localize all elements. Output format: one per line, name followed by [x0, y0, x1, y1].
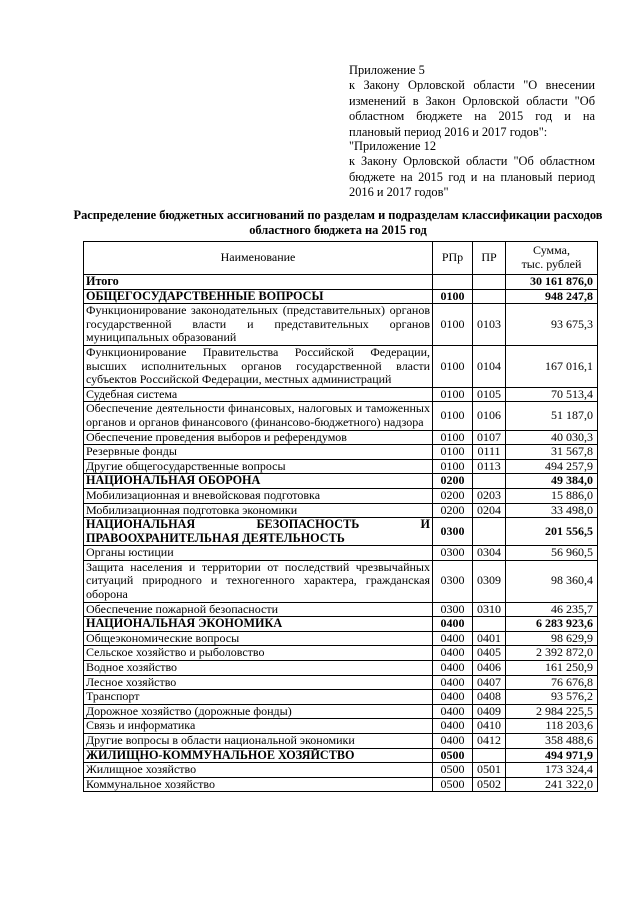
header-amount	[506, 242, 598, 275]
appendix-5-title: Приложение 5	[349, 63, 425, 77]
row-pr: 0103	[473, 304, 506, 346]
row-pr	[473, 289, 506, 304]
row-amount: 30 161 876,0	[506, 275, 598, 290]
row-rpr: 0400	[433, 704, 473, 719]
row-pr: 0401	[473, 631, 506, 646]
table-row	[84, 763, 598, 778]
row-pr: 0408	[473, 690, 506, 705]
table-row	[84, 402, 598, 430]
row-pr: 0310	[473, 602, 506, 617]
row-rpr: 0400	[433, 631, 473, 646]
table-body	[84, 275, 598, 792]
row-pr	[473, 617, 506, 632]
row-name: Обеспечение пожарной безопасности	[84, 602, 433, 617]
row-rpr: 0100	[433, 304, 473, 346]
row-rpr: 0300	[433, 560, 473, 602]
row-rpr: 0300	[433, 602, 473, 617]
row-pr: 0203	[473, 488, 506, 503]
row-pr: 0309	[473, 560, 506, 602]
row-amount: 2 984 225,5	[506, 704, 598, 719]
row-name: НАЦИОНАЛЬНАЯ БЕЗОПАСНОСТЬ И ПРАВООХРАНИТЕЛЬНАЯ ДЕЯТЕЛЬНОСТЬ	[84, 518, 433, 546]
row-amount: 494 257,9	[506, 459, 598, 474]
row-rpr: 0400	[433, 661, 473, 676]
row-name: Итого	[84, 275, 433, 290]
table-row	[84, 289, 598, 304]
row-rpr: 0500	[433, 763, 473, 778]
row-pr: 0105	[473, 387, 506, 402]
row-amount: 173 324,4	[506, 763, 598, 778]
table-row	[84, 690, 598, 705]
row-amount: 494 971,9	[506, 748, 598, 763]
table-row	[84, 734, 598, 749]
row-rpr: 0400	[433, 719, 473, 734]
row-rpr: 0100	[433, 387, 473, 402]
row-name: Функционирование законодательных (представительных) органов государственной власти и представительных органов муниципальных образований	[84, 304, 433, 346]
row-pr	[473, 275, 506, 290]
document-title: Распределение бюджетных ассигнований по разделам и подразделам классификации расходов областного бюджета на 2015 год	[73, 208, 603, 237]
table-row	[84, 602, 598, 617]
row-name: Дорожное хозяйство (дорожные фонды)	[84, 704, 433, 719]
row-name: Сельское хозяйство и рыболовство	[84, 646, 433, 661]
header-amount-line1: Сумма,	[533, 243, 570, 258]
appendix-5-block	[349, 63, 595, 140]
row-rpr: 0400	[433, 690, 473, 705]
row-amount: 49 384,0	[506, 474, 598, 489]
row-pr: 0407	[473, 675, 506, 690]
row-amount: 33 498,0	[506, 503, 598, 518]
row-pr: 0409	[473, 704, 506, 719]
row-name: Водное хозяйство	[84, 661, 433, 676]
row-amount: 201 556,5	[506, 518, 598, 546]
row-rpr: 0200	[433, 474, 473, 489]
table-row	[84, 503, 598, 518]
row-amount: 93 675,3	[506, 304, 598, 346]
row-rpr: 0300	[433, 546, 473, 561]
row-name: Обеспечение проведения выборов и референдумов	[84, 430, 433, 445]
row-pr: 0405	[473, 646, 506, 661]
row-name: Жилищное хозяйство	[84, 763, 433, 778]
row-amount: 76 676,8	[506, 675, 598, 690]
table-row	[84, 488, 598, 503]
table-row	[84, 631, 598, 646]
row-rpr: 0200	[433, 488, 473, 503]
row-name: Органы юстиции	[84, 546, 433, 561]
table-row	[84, 748, 598, 763]
table-row	[84, 646, 598, 661]
row-name: Связь и информатика	[84, 719, 433, 734]
row-pr: 0113	[473, 459, 506, 474]
table-row	[84, 617, 598, 632]
budget-table	[83, 241, 598, 792]
row-name: Другие вопросы в области национальной экономики	[84, 734, 433, 749]
row-rpr: 0400	[433, 734, 473, 749]
row-pr: 0501	[473, 763, 506, 778]
row-name: Резервные фонды	[84, 445, 433, 460]
row-pr: 0412	[473, 734, 506, 749]
row-pr: 0107	[473, 430, 506, 445]
row-name: Другие общегосударственные вопросы	[84, 459, 433, 474]
table-row	[84, 345, 598, 387]
row-pr: 0406	[473, 661, 506, 676]
row-pr	[473, 474, 506, 489]
table-row	[84, 474, 598, 489]
table-row	[84, 275, 598, 290]
row-name: Лесное хозяйство	[84, 675, 433, 690]
table-row	[84, 719, 598, 734]
row-amount: 6 283 923,6	[506, 617, 598, 632]
row-name: Функционирование Правительства Российской Федерации, высших исполнительных органов государственной власти субъектов Российской Федерации, местных администраций	[84, 345, 433, 387]
row-rpr: 0400	[433, 617, 473, 632]
header-rpr: РПр	[433, 242, 473, 275]
row-name: Общеэкономические вопросы	[84, 631, 433, 646]
row-rpr: 0400	[433, 675, 473, 690]
appendix-12-title: "Приложение 12	[349, 139, 437, 153]
row-rpr: 0300	[433, 518, 473, 546]
row-name: ОБЩЕГОСУДАРСТВЕННЫЕ ВОПРОСЫ	[84, 289, 433, 304]
row-pr: 0111	[473, 445, 506, 460]
row-name: Мобилизационная и вневойсковая подготовка	[84, 488, 433, 503]
table-header-row	[84, 242, 598, 275]
row-amount: 40 030,3	[506, 430, 598, 445]
row-pr: 0204	[473, 503, 506, 518]
row-rpr	[433, 275, 473, 290]
row-amount: 98 629,9	[506, 631, 598, 646]
appendix-12-block	[349, 139, 595, 201]
row-pr	[473, 748, 506, 763]
row-rpr: 0100	[433, 289, 473, 304]
row-rpr: 0200	[433, 503, 473, 518]
row-rpr: 0100	[433, 445, 473, 460]
row-amount: 56 960,5	[506, 546, 598, 561]
row-amount: 51 187,0	[506, 402, 598, 430]
table-row	[84, 661, 598, 676]
row-pr: 0410	[473, 719, 506, 734]
row-amount: 98 360,4	[506, 560, 598, 602]
row-amount: 161 250,9	[506, 661, 598, 676]
row-amount: 93 576,2	[506, 690, 598, 705]
row-amount: 31 567,8	[506, 445, 598, 460]
row-pr	[473, 518, 506, 546]
row-name: Транспорт	[84, 690, 433, 705]
appendix-12-text: к Закону Орловской области "Об областном бюджете на 2015 год и на плановый период 2016 и 2017 годов"	[349, 154, 595, 200]
table-row	[84, 675, 598, 690]
table-row	[84, 560, 598, 602]
table-row	[84, 777, 598, 792]
row-name: Судебная система	[84, 387, 433, 402]
row-amount: 241 322,0	[506, 777, 598, 792]
table-row	[84, 518, 598, 546]
row-amount: 2 392 872,0	[506, 646, 598, 661]
row-rpr: 0100	[433, 459, 473, 474]
row-pr: 0104	[473, 345, 506, 387]
header-amount-line2: тыс. рублей	[521, 257, 582, 271]
row-amount: 167 016,1	[506, 345, 598, 387]
row-amount: 46 235,7	[506, 602, 598, 617]
row-rpr: 0100	[433, 402, 473, 430]
table-row	[84, 304, 598, 346]
row-name: ЖИЛИЩНО-КОММУНАЛЬНОЕ ХОЗЯЙСТВО	[84, 748, 433, 763]
row-name: НАЦИОНАЛЬНАЯ ЭКОНОМИКА	[84, 617, 433, 632]
row-name: Коммунальное хозяйство	[84, 777, 433, 792]
table-row	[84, 546, 598, 561]
row-amount: 70 513,4	[506, 387, 598, 402]
header-name: Наименование	[84, 242, 433, 275]
row-name: НАЦИОНАЛЬНАЯ ОБОРОНА	[84, 474, 433, 489]
appendix-5-text: к Закону Орловской области "О внесении изменений в Закон Орловской области "Об областном бюджете на 2015 год и на плановый период 2016 и 2017 годов":	[349, 78, 595, 139]
table-row	[84, 430, 598, 445]
row-rpr: 0100	[433, 345, 473, 387]
row-name: Обеспечение деятельности финансовых, налоговых и таможенных органов и органов финансового (финансово-бюджетного) надзора	[84, 402, 433, 430]
table-row	[84, 445, 598, 460]
row-rpr: 0500	[433, 777, 473, 792]
row-rpr: 0100	[433, 430, 473, 445]
row-amount: 118 203,6	[506, 719, 598, 734]
row-rpr: 0500	[433, 748, 473, 763]
row-amount: 948 247,8	[506, 289, 598, 304]
table-row	[84, 704, 598, 719]
row-amount: 15 886,0	[506, 488, 598, 503]
row-pr: 0304	[473, 546, 506, 561]
row-pr: 0106	[473, 402, 506, 430]
row-name: Защита населения и территории от последствий чрезвычайных ситуаций природного и техногенного характера, гражданская оборона	[84, 560, 433, 602]
table-row	[84, 387, 598, 402]
row-name: Мобилизационная подготовка экономики	[84, 503, 433, 518]
row-rpr: 0400	[433, 646, 473, 661]
row-pr: 0502	[473, 777, 506, 792]
header-pr: ПР	[473, 242, 506, 275]
table-row	[84, 459, 598, 474]
row-amount: 358 488,6	[506, 734, 598, 749]
